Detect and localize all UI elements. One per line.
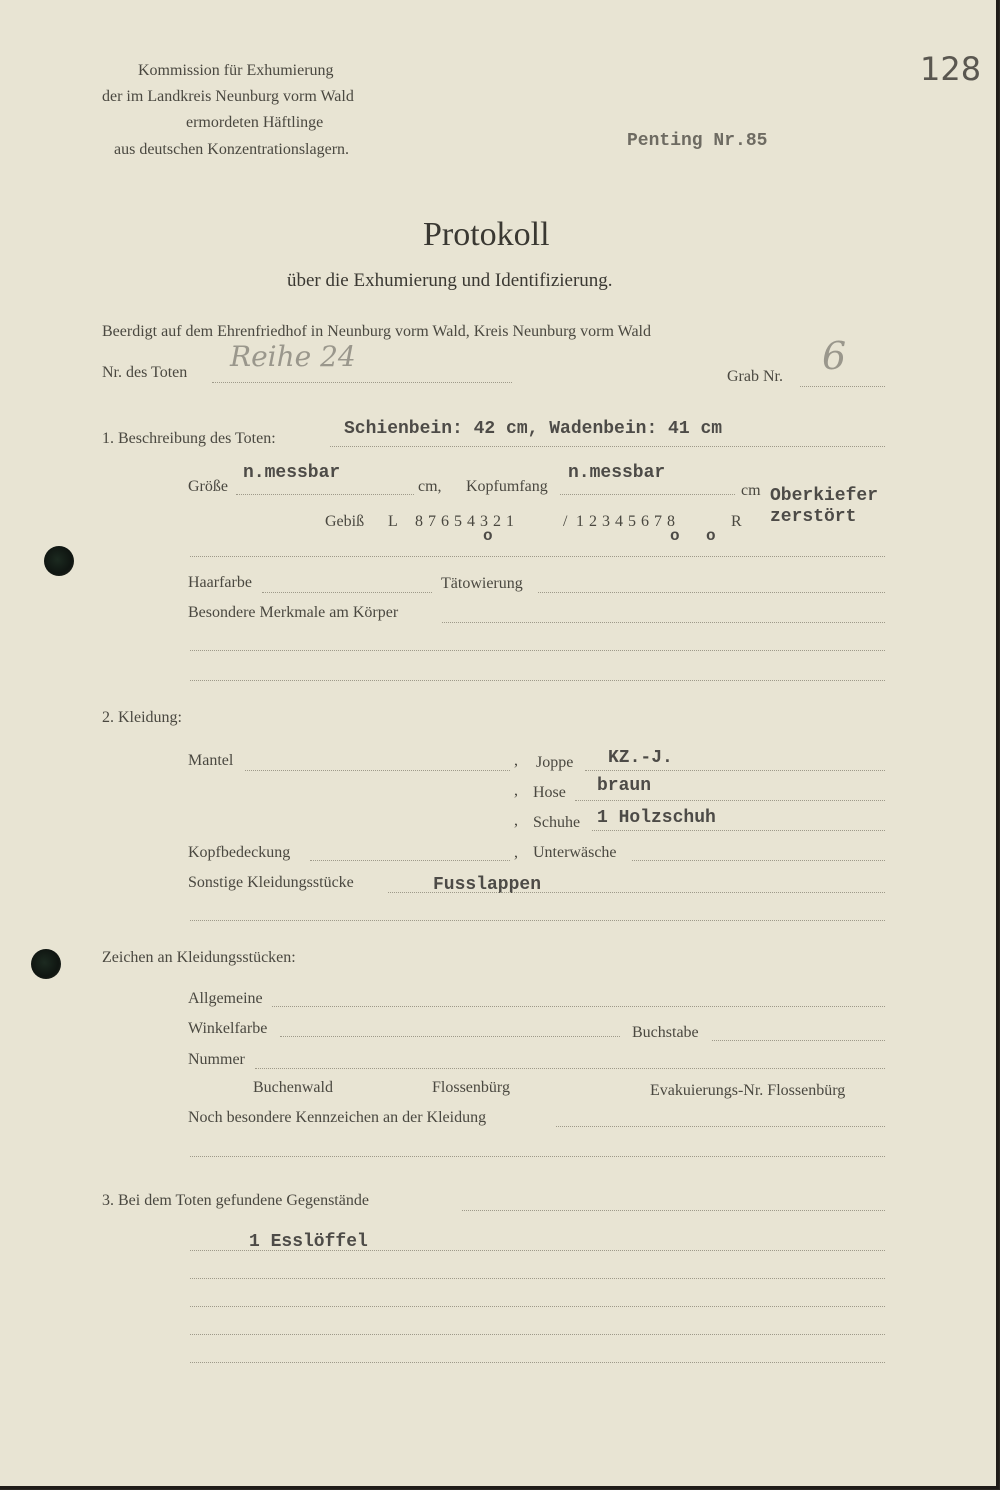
section1-value: Schienbein: 42 cm, Wadenbein: 41 cm bbox=[344, 419, 723, 439]
page-title: Protokoll bbox=[423, 216, 550, 253]
nr-des-toten-label: Nr. des Toten bbox=[102, 364, 188, 381]
oberkiefer-note-2: zerstört bbox=[770, 507, 857, 527]
comma: , bbox=[514, 752, 518, 769]
burial-line: Beerdigt auf dem Ehrenfriedhof in Neunburg vorm Wald, Kreis Neunburg vorm Wald bbox=[102, 323, 651, 340]
org-line-4: aus deutschen Konzentrationslagern. bbox=[114, 141, 350, 158]
merkmale-label: Besondere Merkmale am Körper bbox=[188, 604, 399, 621]
mantel-label: Mantel bbox=[188, 752, 234, 769]
case-reference: Penting Nr.85 bbox=[627, 131, 768, 151]
gegenstand-item-1: 1 Esslöffel bbox=[249, 1232, 368, 1252]
section2-label: 2. Kleidung: bbox=[102, 709, 182, 726]
tooth-mark: o bbox=[670, 527, 680, 545]
evakuierung-label: Evakuierungs-Nr. Flossenbürg bbox=[650, 1082, 846, 1099]
punch-hole bbox=[31, 949, 61, 979]
groesse-value: n.messbar bbox=[243, 463, 341, 483]
taetowierung-label: Tätowierung bbox=[441, 575, 523, 592]
nummer-label: Nummer bbox=[188, 1051, 245, 1068]
haarfarbe-label: Haarfarbe bbox=[188, 574, 252, 591]
hose-label: Hose bbox=[533, 784, 566, 801]
oberkiefer-note: Oberkiefer bbox=[770, 486, 879, 506]
zeichen-label: Zeichen an Kleidungsstücken: bbox=[102, 949, 296, 966]
tooth-mark: o bbox=[483, 527, 493, 545]
page-subtitle: über die Exhumierung und Identifizierung. bbox=[287, 270, 613, 291]
joppe-value: KZ.-J. bbox=[608, 748, 673, 768]
nr-des-toten-value: Reihe 24 bbox=[230, 340, 356, 373]
grab-nr-value: 6 bbox=[822, 334, 847, 378]
org-line-2: der im Landkreis Neunburg vorm Wald bbox=[102, 88, 354, 105]
noch-kennzeichen-label: Noch besondere Kennzeichen an der Kleidung bbox=[188, 1109, 487, 1126]
page-number: 128 bbox=[920, 50, 982, 88]
kopfbedeckung-label: Kopfbedeckung bbox=[188, 844, 291, 861]
joppe-label: Joppe bbox=[536, 754, 574, 771]
gebiss-label: Gebiß bbox=[325, 513, 365, 530]
gebiss-separator: / bbox=[563, 513, 568, 530]
cm-unit: cm, bbox=[418, 478, 442, 495]
schuhe-label: Schuhe bbox=[533, 814, 581, 831]
gebiss-left-marker: L bbox=[388, 513, 398, 530]
sonstige-value: Fusslappen bbox=[433, 875, 542, 895]
groesse-label: Größe bbox=[188, 478, 228, 495]
comma: , bbox=[514, 812, 518, 829]
comma: , bbox=[514, 844, 518, 861]
tooth-mark: o bbox=[706, 527, 716, 545]
schuhe-value: 1 Holzschuh bbox=[597, 808, 716, 828]
unterwaesche-label: Unterwäsche bbox=[533, 844, 617, 861]
kopfumfang-value: n.messbar bbox=[568, 463, 666, 483]
grab-nr-label: Grab Nr. bbox=[727, 368, 783, 385]
flossenbuerg-label: Flossenbürg bbox=[432, 1079, 510, 1096]
cm-unit: cm bbox=[741, 482, 761, 499]
punch-hole bbox=[44, 546, 74, 576]
winkelfarbe-label: Winkelfarbe bbox=[188, 1020, 268, 1037]
org-line-3: ermordeten Häftlinge bbox=[186, 114, 324, 131]
buchenwald-label: Buchenwald bbox=[253, 1079, 333, 1096]
allgemeine-label: Allgemeine bbox=[188, 990, 263, 1007]
gebiss-left-teeth: 8 7 6 5 4 3 2 1 bbox=[415, 513, 515, 530]
hose-value: braun bbox=[597, 776, 652, 796]
comma: , bbox=[514, 782, 518, 799]
section1-label: 1. Beschreibung des Toten: bbox=[102, 430, 276, 447]
kopfumfang-label: Kopfumfang bbox=[466, 478, 548, 495]
gebiss-right-marker: R bbox=[731, 513, 742, 530]
sonstige-label: Sonstige Kleidungsstücke bbox=[188, 874, 354, 891]
buchstabe-label: Buchstabe bbox=[632, 1024, 699, 1041]
gebiss-right-teeth: 1 2 3 4 5 6 7 8 bbox=[576, 513, 676, 530]
section3-label: 3. Bei dem Toten gefundene Gegenstände bbox=[102, 1192, 369, 1209]
org-line-1: Kommission für Exhumierung bbox=[138, 62, 334, 79]
